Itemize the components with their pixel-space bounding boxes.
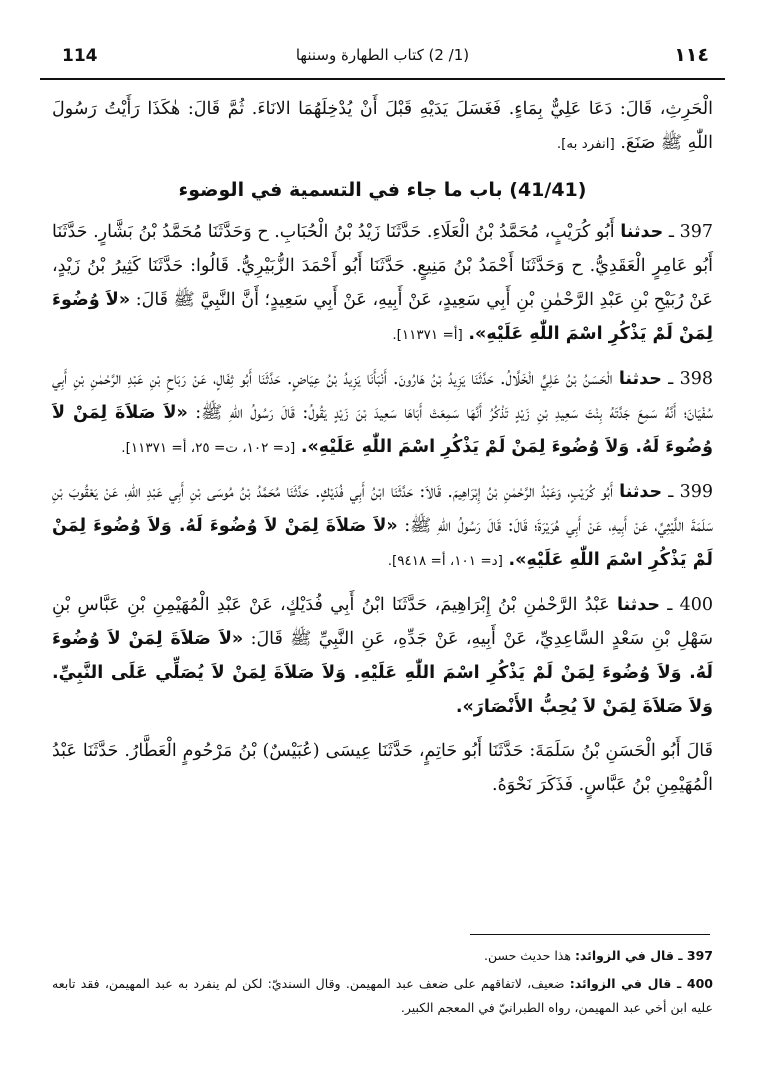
footnote-text: ضعيف، لاتفاقهم على ضعف عبد المهيمن. وقال السنديّ: لكن لم ينفرد به عبد المهيمن، فقد تابعه عليه ابن أخي عبد المهيمن، رواه الطبرانيّ في المعجم الكبير. bbox=[52, 976, 713, 1015]
chapter-heading: (41/41) باب ما جاء في التسمية في الوضوء bbox=[178, 179, 587, 201]
footnote-rule bbox=[470, 934, 710, 935]
footnote-400 bbox=[52, 972, 713, 1020]
hadith-397 bbox=[52, 215, 713, 352]
footnote-397 bbox=[52, 944, 713, 968]
hadith-399 bbox=[52, 475, 713, 578]
isnad-text: أَبُو كُرَيْبٍ، وَعَبْدُ الرَّحْمٰنِ بْنُ إِبْرَاهِيمَ. قَالاَ: حَدَّثَنَا ابْنُ أَبِي فُدَيْكٍ. حَدَّثَنَا مُحَمَّدُ بْنُ مُوسَى بْنِ أَبِي عَبْدِ اللّٰهِ، عَنْ يَعْقُوبَ بْنِ سَلَمَةَ اللَّيْثِيِّ، عَنْ أَبِيهِ، عَنْ أَبِي هُرَيْرَةَ؛ قَالَ: قَالَ رَسُولُ اللّٰهِ ﷺ: bbox=[52, 482, 713, 536]
reference: [د= ١٠١، أ= ٩٤١٨]. bbox=[387, 553, 503, 569]
hadith-398 bbox=[52, 362, 713, 465]
reference: [انفرد به]. bbox=[556, 136, 615, 152]
matn-text: «لاَ وُضُوءَ لِمَنْ لَمْ يَذْكُرِ اسْمَ اللّٰهِ عَلَيْهِ». bbox=[52, 290, 713, 344]
header-rule bbox=[40, 78, 725, 80]
hadith-lead: حدثنا bbox=[616, 595, 660, 615]
matn-text: «لاَ صَلاَةَ لِمَنْ لاَ وُضُوءَ لَهُ. وَلاَ وُضُوءَ لِمَنْ لَمْ يَذْكُرِ اسْمَ اللّٰهِ عَلَيْهِ». bbox=[52, 403, 713, 457]
matn-text: «لاَ صَلاَةَ لِمَنْ لاَ وُضُوءَ لَهُ. وَلاَ وُضُوءَ لِمَنْ لَمْ يَذْكُرِ اسْمَ اللّٰهِ عَلَيْهِ». bbox=[52, 516, 713, 570]
main-text bbox=[52, 92, 713, 812]
footnote-lead: 397 ـ قال في الزوائد: bbox=[574, 948, 713, 963]
isnad-text: الْحَسَنُ بْنُ عَلِيٍّ الْخَلَّالُ. حَدَّثَنَا يَزِيدُ بْنُ هَارُونَ. أَنْبَأَنَا يَزِيدُ بْنُ عِيَاضٍ. حَدَّثَنَا أَبُو ثِفَالٍ، عَنْ رَبَاحِ بْنِ عَبْدِ الرَّحْمٰنِ بْنِ أَبِي سُفْيَانَ؛ أَنَّهُ سَمِعَ جَدَّتَهُ بِنْتَ سَعِيدِ بْنِ زَيْدٍ تَذْكُرُ أَنَّهَا سَمِعَتْ أَبَاهَا سَعِيدَ بْنَ زَيْدٍ يَقُولُ: قَالَ رَسُولُ اللّٰهِ ﷺ: bbox=[52, 369, 713, 423]
page-number-arabic: ١١٤ bbox=[674, 44, 709, 66]
closing-paragraph: قَالَ أَبُو الْحَسَنِ بْنُ سَلَمَةَ: حَدَّثَنَا أَبُو حَاتِمٍ، حَدَّثَنَا عِيسَى (عُبَيْسٌ) بْنُ مَرْحُومٍ الْعَطَّارُ. حَدَّثَنَا عَبْدُ الْمُهَيْمِنِ بْنُ عَبَّاسٍ. فَذَكَرَ نَحْوَهُ. bbox=[52, 741, 713, 795]
hadith-number: 400 ـ bbox=[667, 595, 713, 615]
hadith-number: 397 ـ bbox=[668, 222, 713, 242]
paragraph-text: الْحَرِثِ، قَالَ: دَعَا عَلِيٌّ بِمَاءٍ. فَغَسَلَ يَدَيْهِ قَبْلَ أَنْ يُدْخِلَهُمَا الانَاءَ. ثُمَّ قَالَ: هٰكَذَا رَأَيْتُ رَسُولَ اللّٰهِ ﷺ صَنَعَ. bbox=[52, 99, 713, 153]
isnad-text: عَبْدُ الرَّحْمٰنِ بْنُ إِبْرَاهِيمَ، حَدَّثَنَا ابْنُ أَبِي فُدَيْكٍ، عَنْ عَبْدِ الْمُهَيْمِنِ بْنِ عَبَّاسِ بْنِ سَهْلِ بْنِ سَعْدٍ السَّاعِدِيِّ، عَنْ أَبِيهِ، عَنْ جَدِّهِ، عَنِ النَّبِيِّ ﷺ قَالَ: bbox=[52, 595, 713, 649]
reference: [أ= ١١٣٧١]. bbox=[392, 327, 463, 343]
reference: [د= ١٠٢، ت= ٢٥، أ= ١١٣٧١]. bbox=[121, 440, 296, 456]
isnad-text: أَبُو كُرَيْبٍ، مُحَمَّدُ بْنُ الْعَلَاءِ. حَدَّثَنَا زَيْدُ بْنُ الْحُبَابِ. ح وَحَدَّثَنَا مُحَمَّدُ بْنُ بَشَّارٍ. حَدَّثَنَا أَبُو عَامِرٍ الْعَقَدِيُّ. ح وَحَدَّثَنَا أَحْمَدُ بْنُ مَنِيعٍ. حَدَّثَنَا أَبُو أَحْمَدَ الزُّبَيْرِيُّ. قَالُوا: حَدَّثَنَا كَثِيرُ بْنُ زَيْدٍ، عَنْ رُبَيْحِ بْنِ عَبْدِ الرَّحْمٰنِ بْنِ أَبِي سَعِيدٍ، عَنْ أَبِيهِ، عَنْ أَبِي سَعِيدٍ؛ أَنَّ النَّبِيَّ ﷺ قَالَ: bbox=[52, 222, 713, 310]
hadith-400 bbox=[52, 588, 713, 724]
hadith-lead: حدثنا bbox=[619, 482, 663, 502]
paragraph-continuation bbox=[52, 92, 713, 161]
footnote-lead: 400 ـ قال في الزوائد: bbox=[569, 976, 713, 991]
hadith-lead: حدثنا bbox=[620, 222, 664, 242]
footnote-text: هذا حديث حسن. bbox=[483, 948, 571, 963]
hadith-number: 399 ـ bbox=[668, 482, 713, 502]
hadith-lead: حدثنا bbox=[618, 369, 662, 389]
hadith-number: 398 ـ bbox=[668, 369, 713, 389]
footnotes bbox=[52, 944, 713, 1024]
page-number-latin: 114 bbox=[62, 46, 98, 66]
page-header bbox=[40, 40, 725, 74]
running-title: (1/ 2) كتاب الطهارة وسننها bbox=[295, 46, 470, 64]
matn-text: «لاَ صَلاَةَ لِمَنْ لاَ وُضُوءَ لَهُ. وَلاَ وُضُوءَ لِمَنْ لَمْ يَذْكُرِ اسْمَ اللّٰهِ عَلَيْهِ. وَلاَ صَلاَةَ لِمَنْ لاَ يُصَلِّي عَلَى النَّبِيِّ. وَلاَ صَلاَةَ لِمَنْ لاَ يُحِبُّ الأَنْصَارَ». bbox=[52, 629, 713, 717]
